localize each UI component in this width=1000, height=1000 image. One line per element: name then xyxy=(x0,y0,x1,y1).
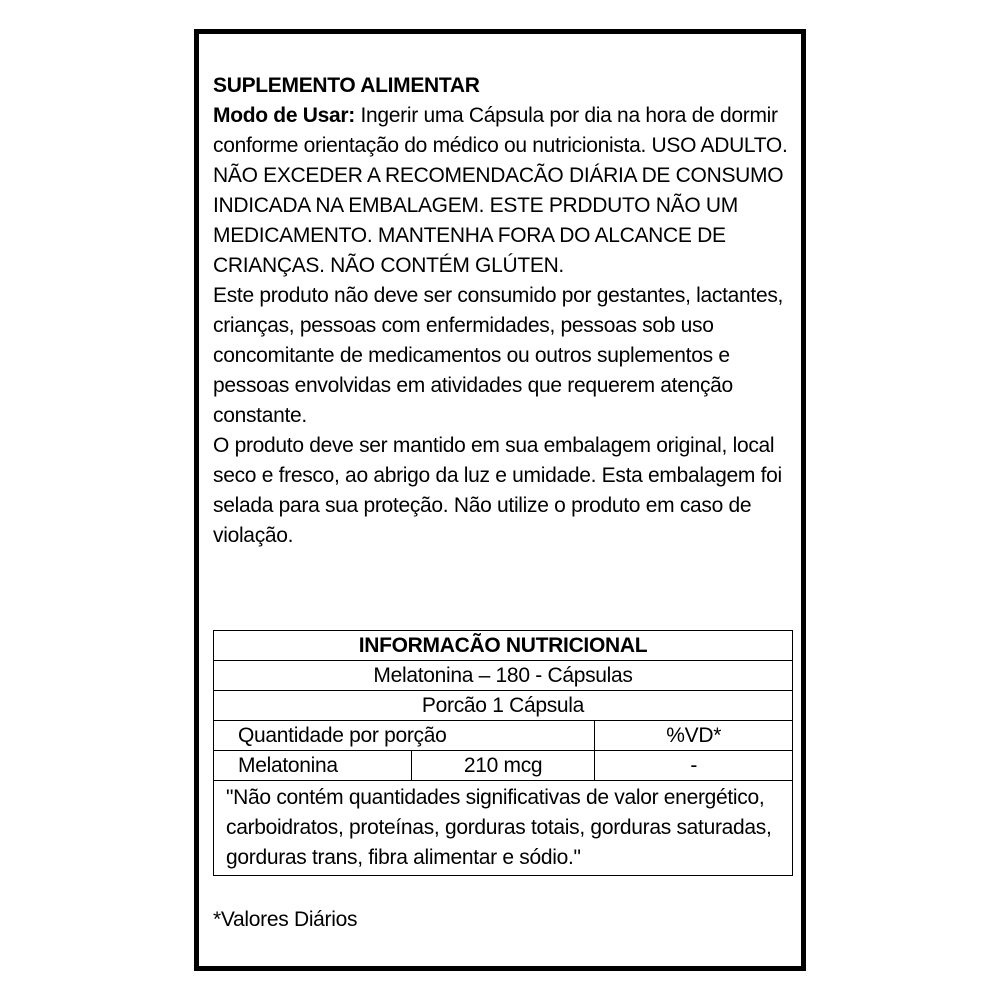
col-vd-header: %VD* xyxy=(595,721,793,751)
label-title: SUPLEMENTO ALIMENTAR xyxy=(213,74,480,97)
usage-instructions xyxy=(213,101,793,131)
nutrient-vd: - xyxy=(595,751,793,781)
usage-text: Ingerir uma Cápsula por dia na hora de dormir xyxy=(354,104,778,127)
nutrition-header-row xyxy=(214,631,793,661)
restriction-text: Este produto não deve ser consumido por gestantes, lactantes, crianças, pessoas com enfermidades, pessoas sob uso concomitante de medicamentos ou outros suplementos e pessoas envolvidas em atividades que requerem atenção constante. xyxy=(213,284,784,427)
supplement-label xyxy=(194,29,806,971)
column-header-row xyxy=(214,721,793,751)
nutrient-amount: 210 mcg xyxy=(411,751,595,781)
portion-row xyxy=(214,691,793,721)
product-name: Melatonina – 180 - Cápsulas xyxy=(214,661,793,691)
nutrition-table xyxy=(213,630,793,876)
portion-size: Porcão 1 Cápsula xyxy=(214,691,793,721)
nutrition-note: "Não contém quantidades significativas de valor energético, carboidratos, proteínas, gorduras totais, gorduras saturadas, gorduras trans, fibra alimentar e sódio." xyxy=(214,781,793,876)
nutrient-name: Melatonina xyxy=(214,751,412,781)
nutrition-header: INFORMACÃO NUTRICIONAL xyxy=(214,631,793,661)
product-row xyxy=(214,661,793,691)
label-text xyxy=(213,71,793,551)
storage-text: O produto deve ser mantido em sua embalagem original, local seco e fresco, ao abrigo da luz e umidade. Esta embalagem foi selada para sua proteção. Não utilize o produto em caso de violação. xyxy=(213,434,782,547)
table-row xyxy=(214,751,793,781)
usage-label: Modo de Usar: xyxy=(213,104,355,127)
footnote: *Valores Diários xyxy=(213,908,358,931)
usage-guidance: conforme orientação do médico ou nutricionista. USO ADULTO. xyxy=(213,134,788,157)
warning-text: NÃO EXCEDER A RECOMENDACÃO DIÁRIA DE CONSUMO INDICADA NA EMBALAGEM. ESTE PRDDUTO NÃO UM MEDICAMENTO. MANTENHA FORA DO ALCANCE DE CRIANÇAS. NÃO CONTÉM GLÚTEN. xyxy=(213,164,784,277)
note-row xyxy=(214,781,793,876)
col-quantity-header: Quantidade por porção xyxy=(214,721,595,751)
